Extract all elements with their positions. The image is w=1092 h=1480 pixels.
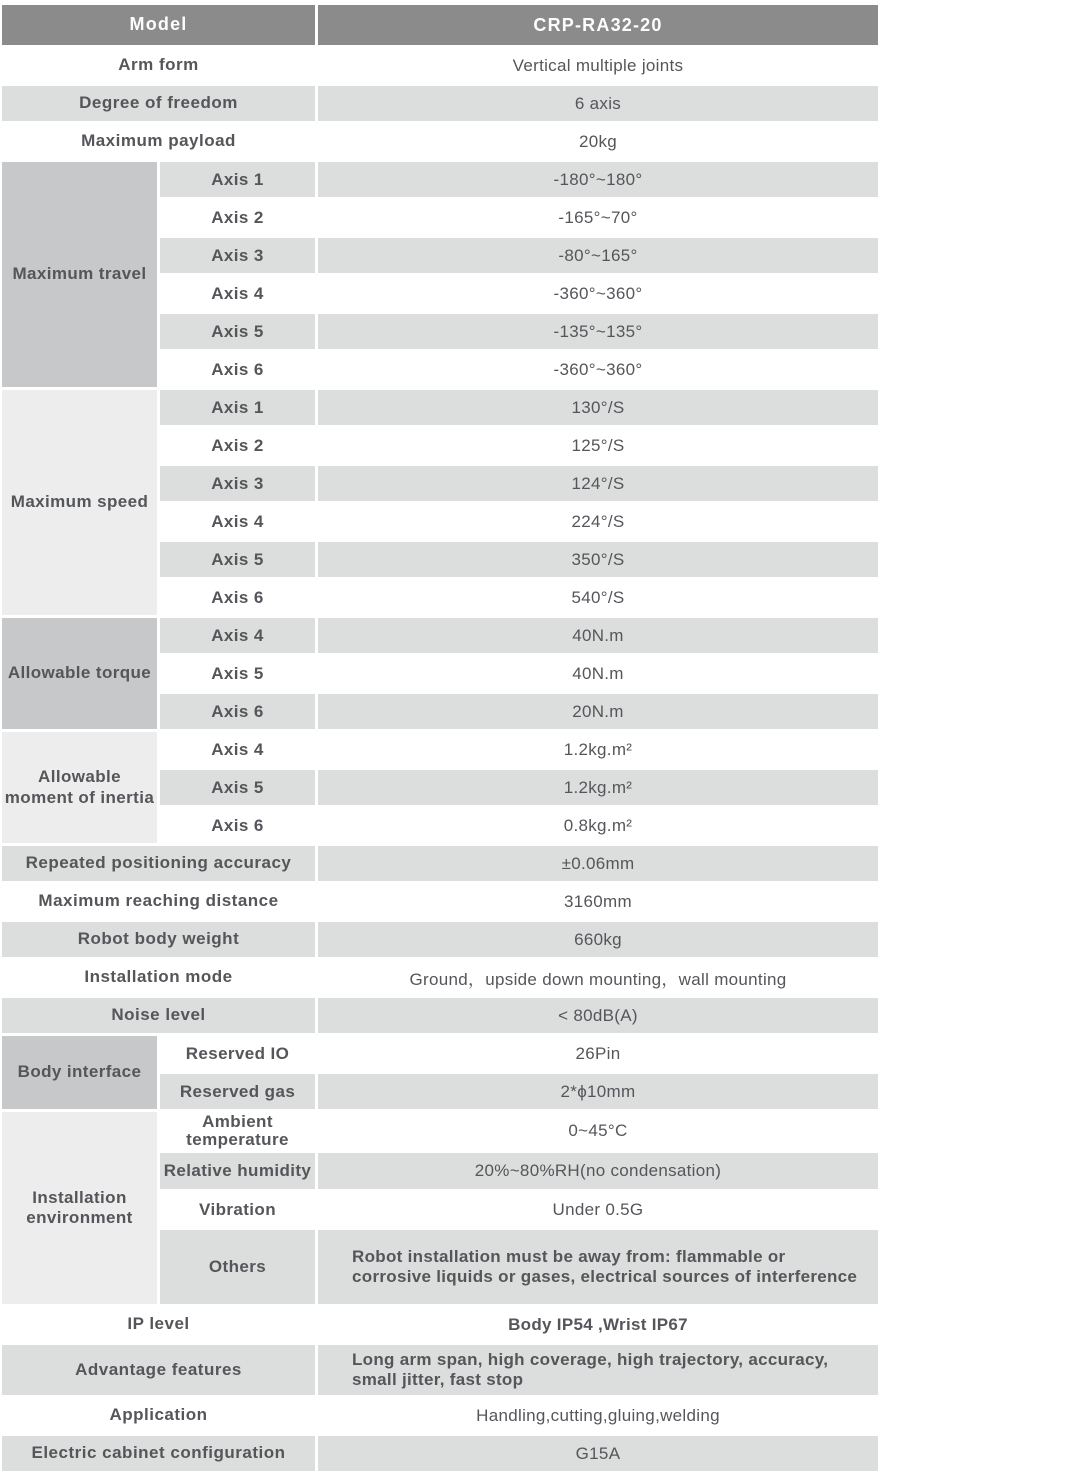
axis-row [160, 238, 878, 273]
row-value: Ground，upside down mounting，wall mounting [318, 960, 878, 995]
axis-label: Axis 1 [160, 162, 315, 197]
interface-row [160, 1074, 878, 1109]
axis-row [160, 770, 878, 805]
group-label: Maximum speed [2, 390, 157, 615]
axis-label: Axis 5 [160, 656, 315, 691]
axis-row [160, 162, 878, 197]
environment-label: Vibration [160, 1192, 315, 1227]
axis-value: -135°~135° [318, 314, 878, 349]
axis-row [160, 542, 878, 577]
environment-row [160, 1192, 878, 1227]
row-label: Maximum reaching distance [2, 884, 315, 919]
axis-value: 1.2kg.m² [318, 732, 878, 767]
row-label: Repeated positioning accuracy [2, 846, 315, 881]
row-value: 6 axis [318, 86, 878, 121]
axis-label: Axis 6 [160, 808, 315, 843]
environment-value: 0~45°C [318, 1112, 878, 1150]
axis-row [160, 352, 878, 387]
axis-row [160, 466, 878, 501]
row-value: G15A [318, 1436, 878, 1471]
row-label: Degree of freedom [2, 86, 315, 121]
section-installation-environment [2, 1112, 878, 1304]
group-label: Maximum travel [2, 162, 157, 387]
row-label: Advantage features [2, 1345, 315, 1395]
section-maximum-speed [2, 390, 878, 615]
axis-value: -80°~165° [318, 238, 878, 273]
row-value: Vertical multiple joints [318, 48, 878, 83]
section-rows [160, 390, 878, 615]
spec-table [2, 0, 878, 1471]
environment-value: 20%~80%RH(no condensation) [318, 1153, 878, 1189]
interface-label: Reserved gas [160, 1074, 315, 1109]
environment-row [160, 1153, 878, 1189]
axis-label: Axis 4 [160, 618, 315, 653]
axis-label: Axis 6 [160, 694, 315, 729]
row-value: 660kg [318, 922, 878, 957]
axis-row [160, 504, 878, 539]
row-label: Robot body weight [2, 922, 315, 957]
axis-label: Axis 4 [160, 276, 315, 311]
section-allowable-inertia [2, 732, 878, 843]
spec-row-noise-level [2, 998, 878, 1033]
axis-label: Axis 5 [160, 770, 315, 805]
environment-label: Others [160, 1230, 315, 1304]
environment-label: Relative humidity [160, 1153, 315, 1189]
axis-label: Axis 5 [160, 542, 315, 577]
axis-label: Axis 1 [160, 390, 315, 425]
row-label: Electric cabinet configuration [2, 1436, 315, 1471]
axis-label: Axis 4 [160, 504, 315, 539]
row-label: Maximum payload [2, 124, 315, 159]
axis-value: 540°/S [318, 580, 878, 615]
spec-row-installation-mode [2, 960, 878, 995]
axis-value: 40N.m [318, 618, 878, 653]
row-label: Installation mode [2, 960, 315, 995]
axis-row [160, 428, 878, 463]
axis-row [160, 694, 878, 729]
row-value: Body IP54 ,Wrist IP67 [318, 1307, 878, 1342]
axis-value: 20N.m [318, 694, 878, 729]
axis-label: Axis 3 [160, 238, 315, 273]
group-label: Body interface [2, 1036, 157, 1109]
section-rows [160, 732, 878, 843]
axis-row [160, 390, 878, 425]
axis-label: Axis 2 [160, 428, 315, 463]
axis-value: 125°/S [318, 428, 878, 463]
spec-row-electric-cabinet [2, 1436, 878, 1471]
spec-row-advantage-features [2, 1345, 878, 1395]
axis-row [160, 200, 878, 235]
axis-row [160, 618, 878, 653]
row-value: Long arm span, high coverage, high trajectory, accuracy, small jitter, fast stop [318, 1345, 878, 1395]
section-rows [160, 1112, 878, 1304]
axis-value: 0.8kg.m² [318, 808, 878, 843]
environment-label: Ambient temperature [160, 1112, 315, 1150]
row-label: Application [2, 1398, 315, 1433]
header-model-label: Model [2, 5, 315, 45]
axis-value: -360°~360° [318, 276, 878, 311]
axis-label: Axis 5 [160, 314, 315, 349]
axis-value: 350°/S [318, 542, 878, 577]
axis-label: Axis 6 [160, 580, 315, 615]
row-value: 3160mm [318, 884, 878, 919]
axis-row [160, 314, 878, 349]
axis-value: -180°~180° [318, 162, 878, 197]
axis-label: Axis 6 [160, 352, 315, 387]
axis-value: 40N.m [318, 656, 878, 691]
axis-value: -165°~70° [318, 200, 878, 235]
axis-value: 124°/S [318, 466, 878, 501]
row-value: ±0.06mm [318, 846, 878, 881]
row-label: Arm form [2, 48, 315, 83]
axis-value: 130°/S [318, 390, 878, 425]
row-label: Noise level [2, 998, 315, 1033]
environment-row [160, 1112, 878, 1150]
table-header-row [2, 5, 878, 45]
axis-label: Axis 3 [160, 466, 315, 501]
spec-row-maximum-payload [2, 124, 878, 159]
axis-label: Axis 2 [160, 200, 315, 235]
section-rows [160, 1036, 878, 1109]
axis-value: -360°~360° [318, 352, 878, 387]
axis-value: 1.2kg.m² [318, 770, 878, 805]
interface-label: Reserved IO [160, 1036, 315, 1071]
axis-value: 224°/S [318, 504, 878, 539]
section-maximum-travel [2, 162, 878, 387]
interface-value: 2*ϕ10mm [318, 1074, 878, 1109]
section-rows [160, 618, 878, 729]
row-value: < 80dB(A) [318, 998, 878, 1033]
group-label: Installation environment [2, 1112, 157, 1304]
axis-row [160, 580, 878, 615]
row-value: Handling,cutting,gluing,welding [318, 1398, 878, 1433]
header-model-value: CRP-RA32-20 [318, 5, 878, 45]
interface-value: 26Pin [318, 1036, 878, 1071]
interface-row [160, 1036, 878, 1071]
spec-row-ip-level [2, 1307, 878, 1342]
environment-value: Under 0.5G [318, 1192, 878, 1227]
axis-label: Axis 4 [160, 732, 315, 767]
spec-row-degree-of-freedom [2, 86, 878, 121]
spec-row-arm-form [2, 48, 878, 83]
section-rows [160, 162, 878, 387]
axis-row [160, 656, 878, 691]
spec-row-reaching-distance [2, 884, 878, 919]
axis-row [160, 808, 878, 843]
row-value: 20kg [318, 124, 878, 159]
spec-row-body-weight [2, 922, 878, 957]
row-label: IP level [2, 1307, 315, 1342]
spec-row-application [2, 1398, 878, 1433]
section-body-interface [2, 1036, 878, 1109]
group-label: Allowable torque [2, 618, 157, 729]
axis-row [160, 732, 878, 767]
environment-row [160, 1230, 878, 1304]
environment-value: Robot installation must be away from: flammable or corrosive liquids or gases, electrical sources of interference [318, 1230, 878, 1304]
group-label: Allowable moment of inertia [2, 732, 157, 843]
spec-row-repeat-accuracy [2, 846, 878, 881]
axis-row [160, 276, 878, 311]
section-allowable-torque [2, 618, 878, 729]
